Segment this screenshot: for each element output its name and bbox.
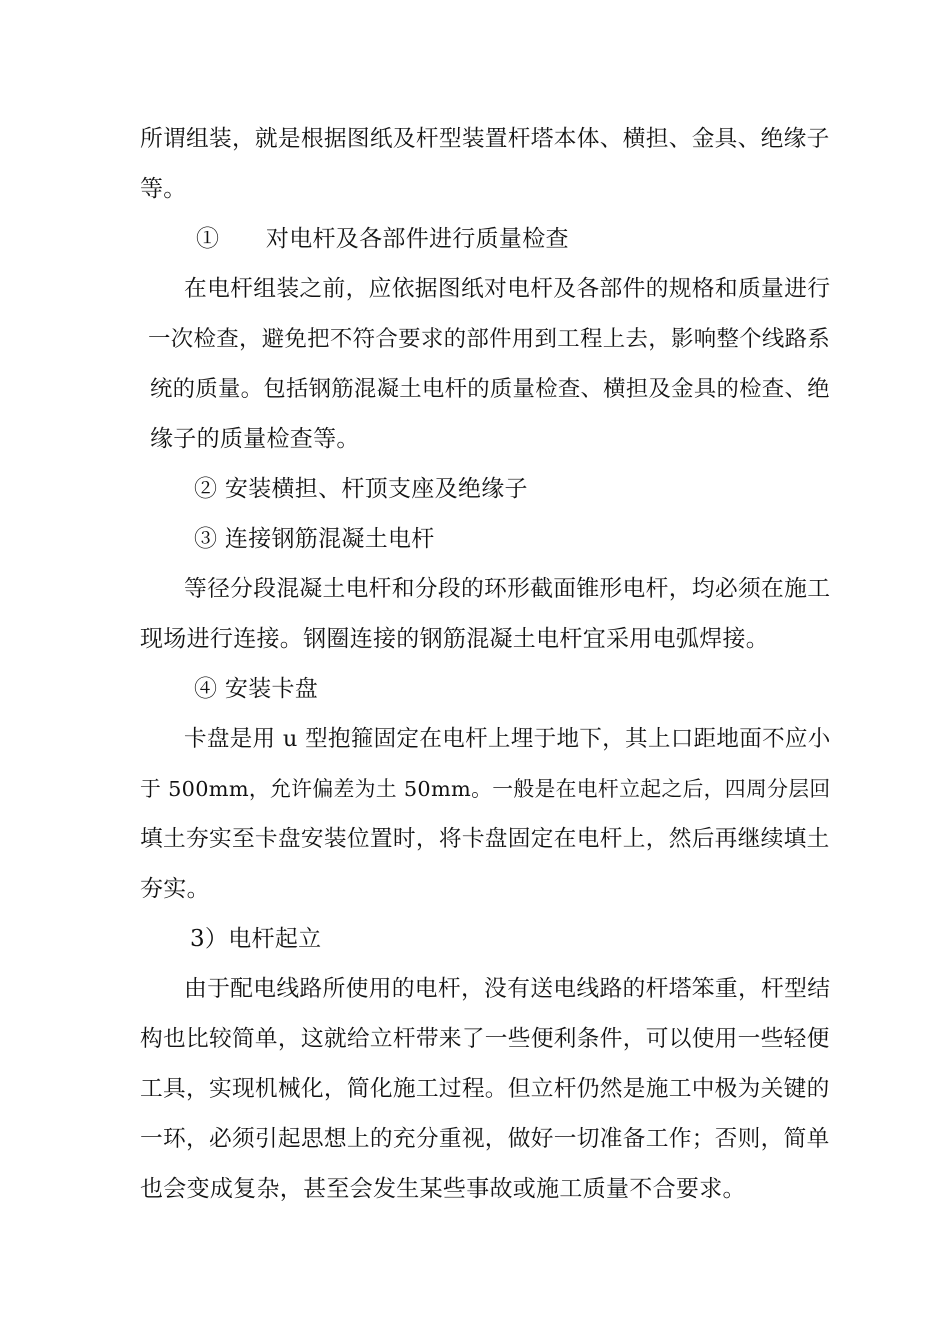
text-line: 一次检查，避免把不符合要求的部件用到工程上去，影响整个线路系 <box>148 326 831 352</box>
text-line: 现场进行连接。钢圈连接的钢筋混凝土电杆宜采用电弧焊接。 <box>140 626 770 652</box>
section-heading: 3）电杆起立 <box>190 926 322 952</box>
text-line: 在电杆组装之前，应依据图纸对电杆及各部件的规格和质量进行 <box>184 276 831 302</box>
section-heading: ② 安装横担、杆顶支座及绝缘子 <box>194 476 528 502</box>
text-line: 由于配电线路所使用的电杆，没有送电线路的杆塔笨重，杆型结 <box>184 976 831 1002</box>
text-line: 工具，实现机械化，简化施工过程。但立杆仍然是施工中极为关键的 <box>140 1076 830 1102</box>
text-line: 卡盘是用 u 型抱箍固定在电杆上埋于地下，其上口距地面不应小 <box>184 726 831 752</box>
section-heading: ① 对电杆及各部件进行质量检查 <box>196 226 569 252</box>
section-heading: ④ 安装卡盘 <box>194 676 319 702</box>
section-heading: ③ 连接钢筋混凝土电杆 <box>194 526 435 552</box>
text-line: 等。 <box>140 176 187 202</box>
text-line: 填土夯实至卡盘安装位置时，将卡盘固定在电杆上，然后再继续填土 <box>140 826 830 852</box>
text-line: 于 500mm，允许偏差为土 50mm。一般是在电杆立起之后，四周分层回 <box>140 777 831 801</box>
text-line: 缘子的质量检查等。 <box>150 426 360 452</box>
text-line: 等径分段混凝土电杆和分段的环形截面锥形电杆，均必须在施工 <box>184 576 831 602</box>
text-line: 构也比较简单，这就给立杆带来了一些便利条件，可以使用一些轻便 <box>140 1026 830 1052</box>
text-line: 所谓组装，就是根据图纸及杆型装置杆塔本体、横担、金具、绝缘子 <box>140 126 830 152</box>
text-line: 夯实。 <box>140 876 210 902</box>
text-line: 统的质量。包括钢筋混凝土电杆的质量检查、横担及金具的检查、绝 <box>150 376 830 402</box>
text-line: 也会变成复杂，甚至会发生某些事故或施工质量不合要求。 <box>140 1176 746 1202</box>
text-line: 一环，必须引起思想上的充分重视，做好一切准备工作；否则，简单 <box>140 1126 830 1152</box>
